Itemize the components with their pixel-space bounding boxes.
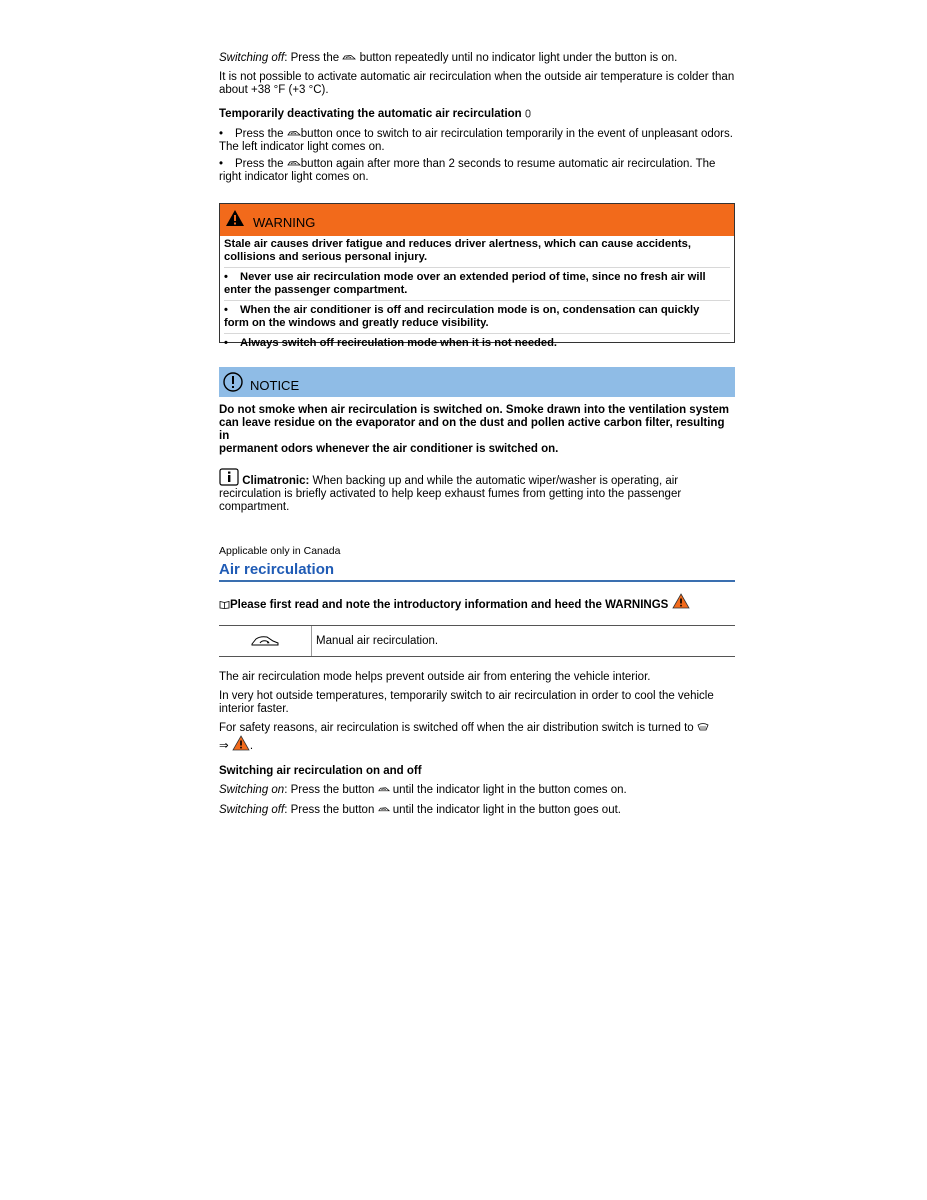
recirculation-car-icon	[251, 635, 279, 647]
section-title: Air recirculation	[219, 561, 735, 582]
info-icon	[219, 468, 239, 486]
warning-item-1: • Never use air recirculation mode over an extended period of time, since no fresh air will enter the passenger compartment.	[224, 267, 730, 297]
recirculation-car-icon	[287, 130, 301, 137]
table-icon-cell	[219, 626, 312, 656]
switching-on-line: Switching on: Press the button until the indicator light in the button comes on.	[219, 784, 627, 796]
defrost-icon	[697, 723, 709, 732]
bullet-icon: •	[219, 128, 224, 140]
switching-off-line: Switching off: Press the button repeatedly until no indicator light under the button is on.	[219, 52, 678, 64]
notice-label: NOTICE	[250, 378, 300, 393]
recirculation-car-icon	[378, 786, 390, 793]
table-description-cell: Manual air recirculation.	[316, 635, 439, 647]
section-para-3: For safety reasons, air recirculation is switched off when the air distribution switch is turned to ⇒ .	[219, 722, 735, 753]
notice-text: Do not smoke when air recirculation is switched on. Smoke drawn into the ventilation system can leave residue on the evaporator and on the dust and pollen active carbon filter, resulting in permanent odors whenever the air conditioner is switched on.	[219, 404, 729, 455]
bullet-icon: •	[224, 304, 228, 316]
book-icon	[219, 600, 230, 609]
warning-triangle-icon	[672, 593, 690, 609]
temp-deactivate-heading: Temporarily deactivating the automatic air recirculation	[219, 108, 735, 121]
warning-triangle-icon	[232, 735, 250, 751]
recirculation-car-icon	[342, 54, 356, 61]
warning-lead: Stale air causes driver fatigue and reduces driver alertness, which can cause accidents, collisions and serious personal injury.	[224, 238, 691, 263]
exclamation-circle-icon	[222, 371, 244, 393]
switching-off-line-2: Switching off: Press the button until the indicator light in the button goes out.	[219, 804, 621, 816]
sub-heading-switching: Switching air recirculation on and off	[219, 765, 422, 777]
control-table	[219, 625, 735, 657]
bullet-item-1: • Press the button once to switch to air recirculation temporarily in the event of unpleasant odors. The left indicator light comes on.	[219, 128, 733, 153]
recirculation-car-icon	[378, 806, 390, 813]
applicable-note: Applicable only in Canada	[219, 545, 341, 557]
warning-body	[220, 236, 734, 350]
read-first-line: Please first read and note the introductory information and heed the WARNINGS	[219, 593, 735, 612]
info-note: Climatronic: When backing up and while the automatic wiper/washer is operating, air recirculation is briefly activated to help keep exhaust fumes from getting into the passenger compartment.	[219, 468, 735, 514]
bullet-icon: •	[224, 337, 228, 349]
not-possible-text: It is not possible to activate automatic air recirculation when the outside air temperature is colder than about +38 °F (+3 °C).	[219, 71, 735, 96]
recirculation-car-icon	[287, 160, 301, 167]
warning-triangle-icon	[225, 209, 245, 227]
bullet-item-2: • Press the button again after more than 2 seconds to resume automatic air recirculation. The right indicator light comes on.	[219, 158, 716, 183]
reference-icon	[525, 109, 531, 118]
bullet-icon: •	[224, 271, 228, 283]
warning-header	[220, 204, 734, 236]
warning-item-2: • When the air conditioner is off and recirculation mode is on, condensation can quickly form on the windows and greatly reduce visibility.	[224, 300, 730, 330]
section-para-1: The air recirculation mode helps prevent outside air from entering the vehicle interior.	[219, 671, 651, 683]
section-para-2: In very hot outside temperatures, temporarily switch to air recirculation in order to cool the vehicle interior faster.	[219, 690, 714, 715]
warning-label: WARNING	[253, 215, 316, 230]
warning-item-3: • Always switch off recirculation mode when it is not needed.	[224, 333, 730, 350]
warning-box	[219, 203, 735, 349]
bullet-icon: •	[219, 158, 224, 170]
notice-header	[219, 367, 735, 397]
reference-arrow: ⇒	[219, 740, 229, 752]
